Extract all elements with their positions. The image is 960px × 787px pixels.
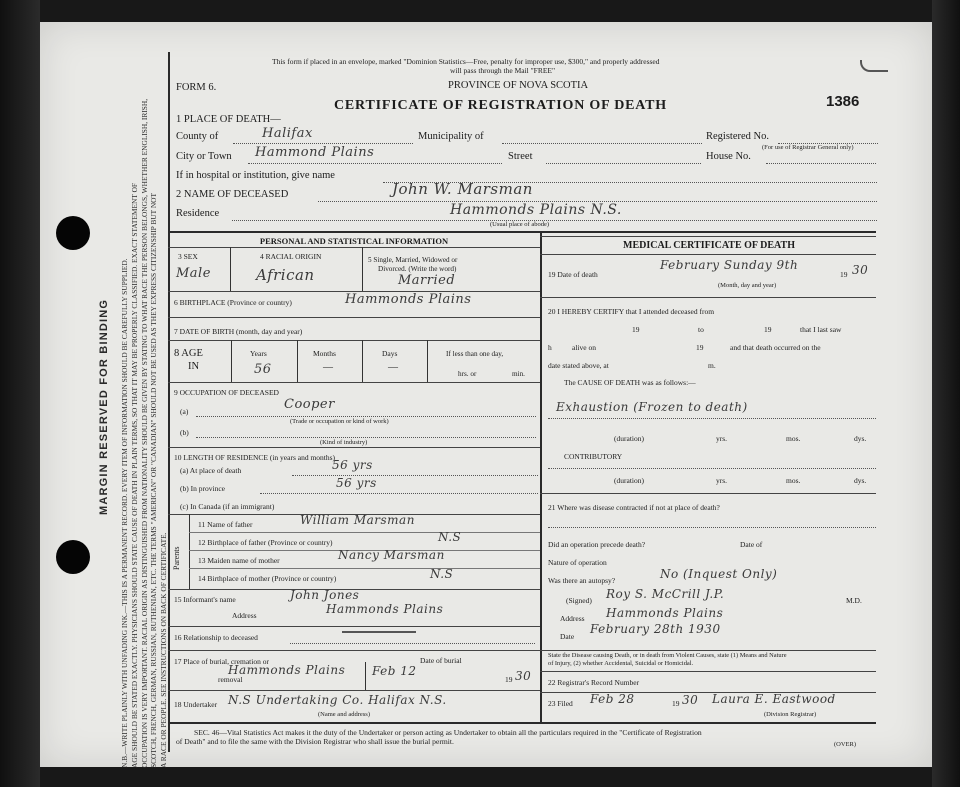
- contributory-yrs: yrs.: [716, 476, 728, 485]
- burial-date-label: Date of burial: [420, 656, 462, 665]
- certificate-number: 1386: [826, 93, 860, 110]
- months-label: Months: [313, 349, 336, 358]
- filed-year-value: 30: [682, 693, 699, 707]
- age-label-2: IN: [188, 361, 200, 372]
- mother-name-label: 13 Maiden name of mother: [198, 556, 280, 565]
- certify-line-2a: 19: [632, 325, 640, 334]
- signed-value: Roy S. McCrill J.P.: [606, 587, 725, 601]
- duration-dys: dys.: [854, 434, 867, 443]
- filed-year-prefix: 19: [672, 699, 680, 708]
- registrar-record-label: 22 Registrar's Record Number: [548, 678, 640, 687]
- burial-label-1: 17 Place of burial, cremation or: [174, 657, 269, 666]
- deceased-name-value: John W. Marsman: [392, 180, 533, 198]
- min-label: min.: [512, 370, 525, 378]
- residence-place-value: 56 yrs: [332, 458, 373, 472]
- cause-of-death-value: Exhaustion (Frozen to death): [556, 400, 748, 414]
- father-name-value: William Marsman: [300, 513, 415, 527]
- certify-line-2b: to: [698, 325, 704, 334]
- informant-address-label: Address: [232, 611, 257, 620]
- father-birthplace-label: 12 Birthplace of father (Province or country): [198, 538, 333, 547]
- binder-hole-bottom: [56, 540, 90, 574]
- province-heading: PROVINCE OF NOVA SCOTIA: [448, 80, 589, 91]
- county-label: County of: [176, 131, 219, 142]
- less-than-day-label: If less than one day,: [446, 350, 504, 358]
- residence-place-label: (a) At place of death: [180, 466, 242, 475]
- filed-label: 23 Filed: [548, 699, 573, 708]
- signed-date-value: February 28th 1930: [590, 622, 721, 636]
- occupation-note: (Trade or occupation or kind of work): [290, 418, 389, 425]
- undertaker-value: N.S Undertaking Co. Halifax N.S.: [228, 693, 447, 707]
- city-value: Hammond Plains: [255, 145, 375, 160]
- months-value: —: [323, 362, 333, 373]
- father-birthplace-value: N.S: [438, 530, 462, 544]
- father-name-label: 11 Name of father: [198, 520, 253, 529]
- duration-mos: mos.: [786, 434, 801, 443]
- form-number: FORM 6.: [176, 82, 217, 93]
- marital-label-1: 5 Single, Married, Widowed or: [368, 256, 458, 264]
- municipality-label: Municipality of: [418, 131, 484, 142]
- page-title: CERTIFICATE OF REGISTRATION OF DEATH: [334, 98, 667, 113]
- autopsy-value: No (Inquest Only): [660, 567, 778, 581]
- contributory-label: CONTRIBUTORY: [564, 452, 623, 461]
- marital-value: Married: [398, 273, 456, 288]
- racial-origin-value: African: [256, 266, 315, 284]
- city-label: City or Town: [176, 151, 232, 162]
- autopsy-label: Was there an autopsy?: [548, 576, 616, 585]
- medical-section-title: MEDICAL CERTIFICATE OF DEATH: [623, 240, 795, 251]
- md-label: M.D.: [846, 596, 862, 605]
- operation-label: Did an operation precede death?: [548, 540, 646, 549]
- house-no-label: House No.: [706, 151, 751, 162]
- death-year-prefix: 19: [840, 270, 848, 279]
- section-46-line-2: of Death" and to file the same with the Division Registrar who shall issue the burial permit.: [176, 737, 454, 746]
- certify-line-2d: that I last saw: [800, 325, 842, 334]
- occupation-label: 9 OCCUPATION OF DECEASED: [174, 388, 279, 397]
- mail-notice-2: will pass through the Mail "FREE": [450, 66, 556, 75]
- birthplace-value: Hammonds Plains: [345, 292, 472, 307]
- certify-line-4b: m.: [708, 361, 716, 370]
- informant-address-value: Hammonds Plains: [326, 602, 444, 616]
- residence-province-value: 56 yrs: [336, 476, 377, 490]
- hospital-label: If in hospital or institution, give name: [176, 170, 335, 181]
- burial-date-value: Feb 12: [372, 664, 417, 678]
- certify-line-4a: date stated above, at: [548, 361, 609, 370]
- informant-label: 15 Informant's name: [174, 595, 236, 604]
- contributory-dys: dys.: [854, 476, 867, 485]
- burial-label-2: removal: [218, 675, 243, 684]
- marital-label-2: Divorced. (Write the word): [378, 265, 457, 273]
- burial-place-value: Hammonds Plains: [228, 663, 346, 677]
- section-46-line-1: SEC. 46—Vital Statistics Act makes it the duty of the Undertaker or person acting as Undertaker to obtain all the particulars required in the "Certificate of Registration: [194, 728, 702, 737]
- age-label-1: 8 AGE: [174, 348, 203, 359]
- medical-note-1: State the Disease causing Death, or in death from Violent Causes, state (1) Means and Nature: [548, 652, 787, 659]
- date-of-death-label: 19 Date of death: [548, 270, 598, 279]
- signed-label: (Signed): [566, 596, 592, 605]
- days-label: Days: [382, 349, 398, 358]
- check-mark: [860, 60, 888, 72]
- relationship-label: 16 Relationship to deceased: [174, 633, 258, 642]
- contracted-label: 21 Where was disease contracted if not at place of death?: [548, 503, 720, 512]
- cause-of-death-label: The CAUSE OF DEATH was as follows:—: [564, 378, 696, 387]
- contributory-mos: mos.: [786, 476, 801, 485]
- residence-label: Residence: [176, 208, 220, 219]
- nature-of-operation-label: Nature of operation: [548, 558, 607, 567]
- informant-value: John Jones: [290, 588, 360, 602]
- relationship-stroke: [342, 631, 416, 633]
- mother-birthplace-value: N.S: [430, 567, 454, 581]
- physician-address-label: Address: [560, 614, 585, 623]
- margin-label: MARGIN RESERVED FOR BINDING: [98, 298, 110, 515]
- personal-section-title: PERSONAL AND STATISTICAL INFORMATION: [259, 236, 449, 246]
- street-label: Street: [508, 151, 533, 162]
- deceased-name-label: 2 NAME OF DECEASED: [176, 189, 289, 200]
- scan-border-right: [932, 0, 960, 787]
- sex-value: Male: [176, 266, 211, 281]
- medical-note-2: of Injury, (2) whether Accidental, Suicidal or Homicidal.: [548, 660, 694, 667]
- physician-address-value: Hammonds Plains: [606, 606, 724, 620]
- years-value: 56: [254, 362, 272, 377]
- county-value: Halifax: [262, 126, 313, 141]
- registered-no-label: Registered No.: [706, 131, 769, 142]
- residence-length-label: 10 LENGTH OF RESIDENCE (in years and months): [174, 453, 336, 462]
- residence-value: Hammonds Plains N.S.: [450, 202, 622, 218]
- certify-line-3b: alive on: [572, 343, 596, 352]
- over-note: (OVER): [834, 741, 857, 748]
- date-of-death-value: February Sunday 9th: [660, 258, 799, 272]
- occupation-a: (a): [180, 407, 189, 416]
- scan-border-left: [0, 0, 40, 787]
- burial-year-value: 30: [515, 669, 532, 683]
- division-registrar-note: (Division Registrar): [764, 711, 817, 718]
- date-of-birth-label: 7 DATE OF BIRTH (month, day and year): [174, 327, 303, 336]
- filed-value: Feb 28: [590, 692, 635, 706]
- certify-line-3a: h: [548, 343, 552, 352]
- days-value: —: [388, 362, 398, 373]
- years-label: Years: [250, 349, 267, 358]
- binder-hole-top: [56, 216, 90, 250]
- residence-province-label: (b) In province: [180, 484, 225, 493]
- contributory-duration-label: (duration): [614, 476, 644, 485]
- industry-note: (Kind of industry): [320, 439, 368, 446]
- occupation-b: (b): [180, 428, 189, 437]
- certify-line-3c: 19: [696, 343, 704, 352]
- parents-label: Parents: [172, 546, 181, 570]
- residence-note: (Usual place of abode): [490, 221, 550, 228]
- certify-line-1: 20 I HEREBY CERTIFY that I attended deceased from: [548, 307, 715, 316]
- division-registrar-value: Laura E. Eastwood: [712, 692, 836, 706]
- occupation-value: Cooper: [284, 397, 335, 412]
- hrs-label: hrs. or: [458, 370, 477, 378]
- certify-line-3d: and that death occurred on the: [730, 343, 821, 352]
- racial-origin-label: 4 RACIAL ORIGIN: [260, 252, 322, 261]
- mother-birthplace-label: 14 Birthplace of mother (Province or country): [198, 574, 337, 583]
- residence-canada-label: (c) In Canada (if an immigrant): [180, 502, 275, 511]
- duration-yrs: yrs.: [716, 434, 728, 443]
- operation-date-label: Date of: [740, 540, 763, 549]
- undertaker-note: (Name and address): [318, 711, 370, 718]
- death-year-value: 30: [852, 263, 869, 277]
- burial-year-prefix: 19: [505, 675, 513, 684]
- registrar-general-note: (For use of Registrar General only): [762, 144, 854, 151]
- birthplace-label: 6 BIRTHPLACE (Province or country): [174, 298, 292, 307]
- sex-label: 3 SEX: [178, 252, 198, 261]
- margin-instructions: N.B.—WRITE PLAINLY WITH UNFADING INK.—THIS IS A PERMANENT RECORD. EVERY ITEM OF INFORMATION SHOULD BE CAREFULLY SUPPLIED. AGE SHOULD BE STATED EXACTLY. PHYSICIANS SHOULD STATE CAUSE OF DEATH IN PLAIN TERMS, SO THAT IT MAY BE PROPERLY CLASSIFIED. EXACT STATEMENT OF OCCUPATION IS VERY IMPORTANT. RACIAL ORIGIN AS DISTINGUISHED FROM NATIONALITY SHOULD BE GIVEN BY STATING TO WHAT RACE THE PERSON BELONGS, WHETHER ENGLISH, IRISH, SCOTCH, FRENCH, GERMAN, RUSSIAN, RUTHENIAN, ETC. THE TERMS "AMERICAN" OR "CANADIAN" SHOULD NOT BE USED AS THEY EXPRESS CITIZENSHIP BUT NOT A RACE OR PEOPLE. SEE INSTRUCTIONS ON BACK OF CERTIFICATE.: [120, 98, 169, 768]
- certify-line-2c: 19: [764, 325, 772, 334]
- signed-date-label: Date: [560, 632, 575, 641]
- duration-label: (duration): [614, 434, 644, 443]
- form-left-rule: [168, 52, 170, 752]
- undertaker-label: 18 Undertaker: [174, 700, 218, 709]
- place-of-death-label: 1 PLACE OF DEATH—: [176, 114, 281, 125]
- date-of-death-note: (Month, day and year): [718, 282, 777, 289]
- mother-name-value: Nancy Marsman: [338, 548, 445, 562]
- mail-notice-1: This form if placed in an envelope, marked "Dominion Statistics—Free, penalty for improper use, $300," and properly addressed: [272, 57, 660, 66]
